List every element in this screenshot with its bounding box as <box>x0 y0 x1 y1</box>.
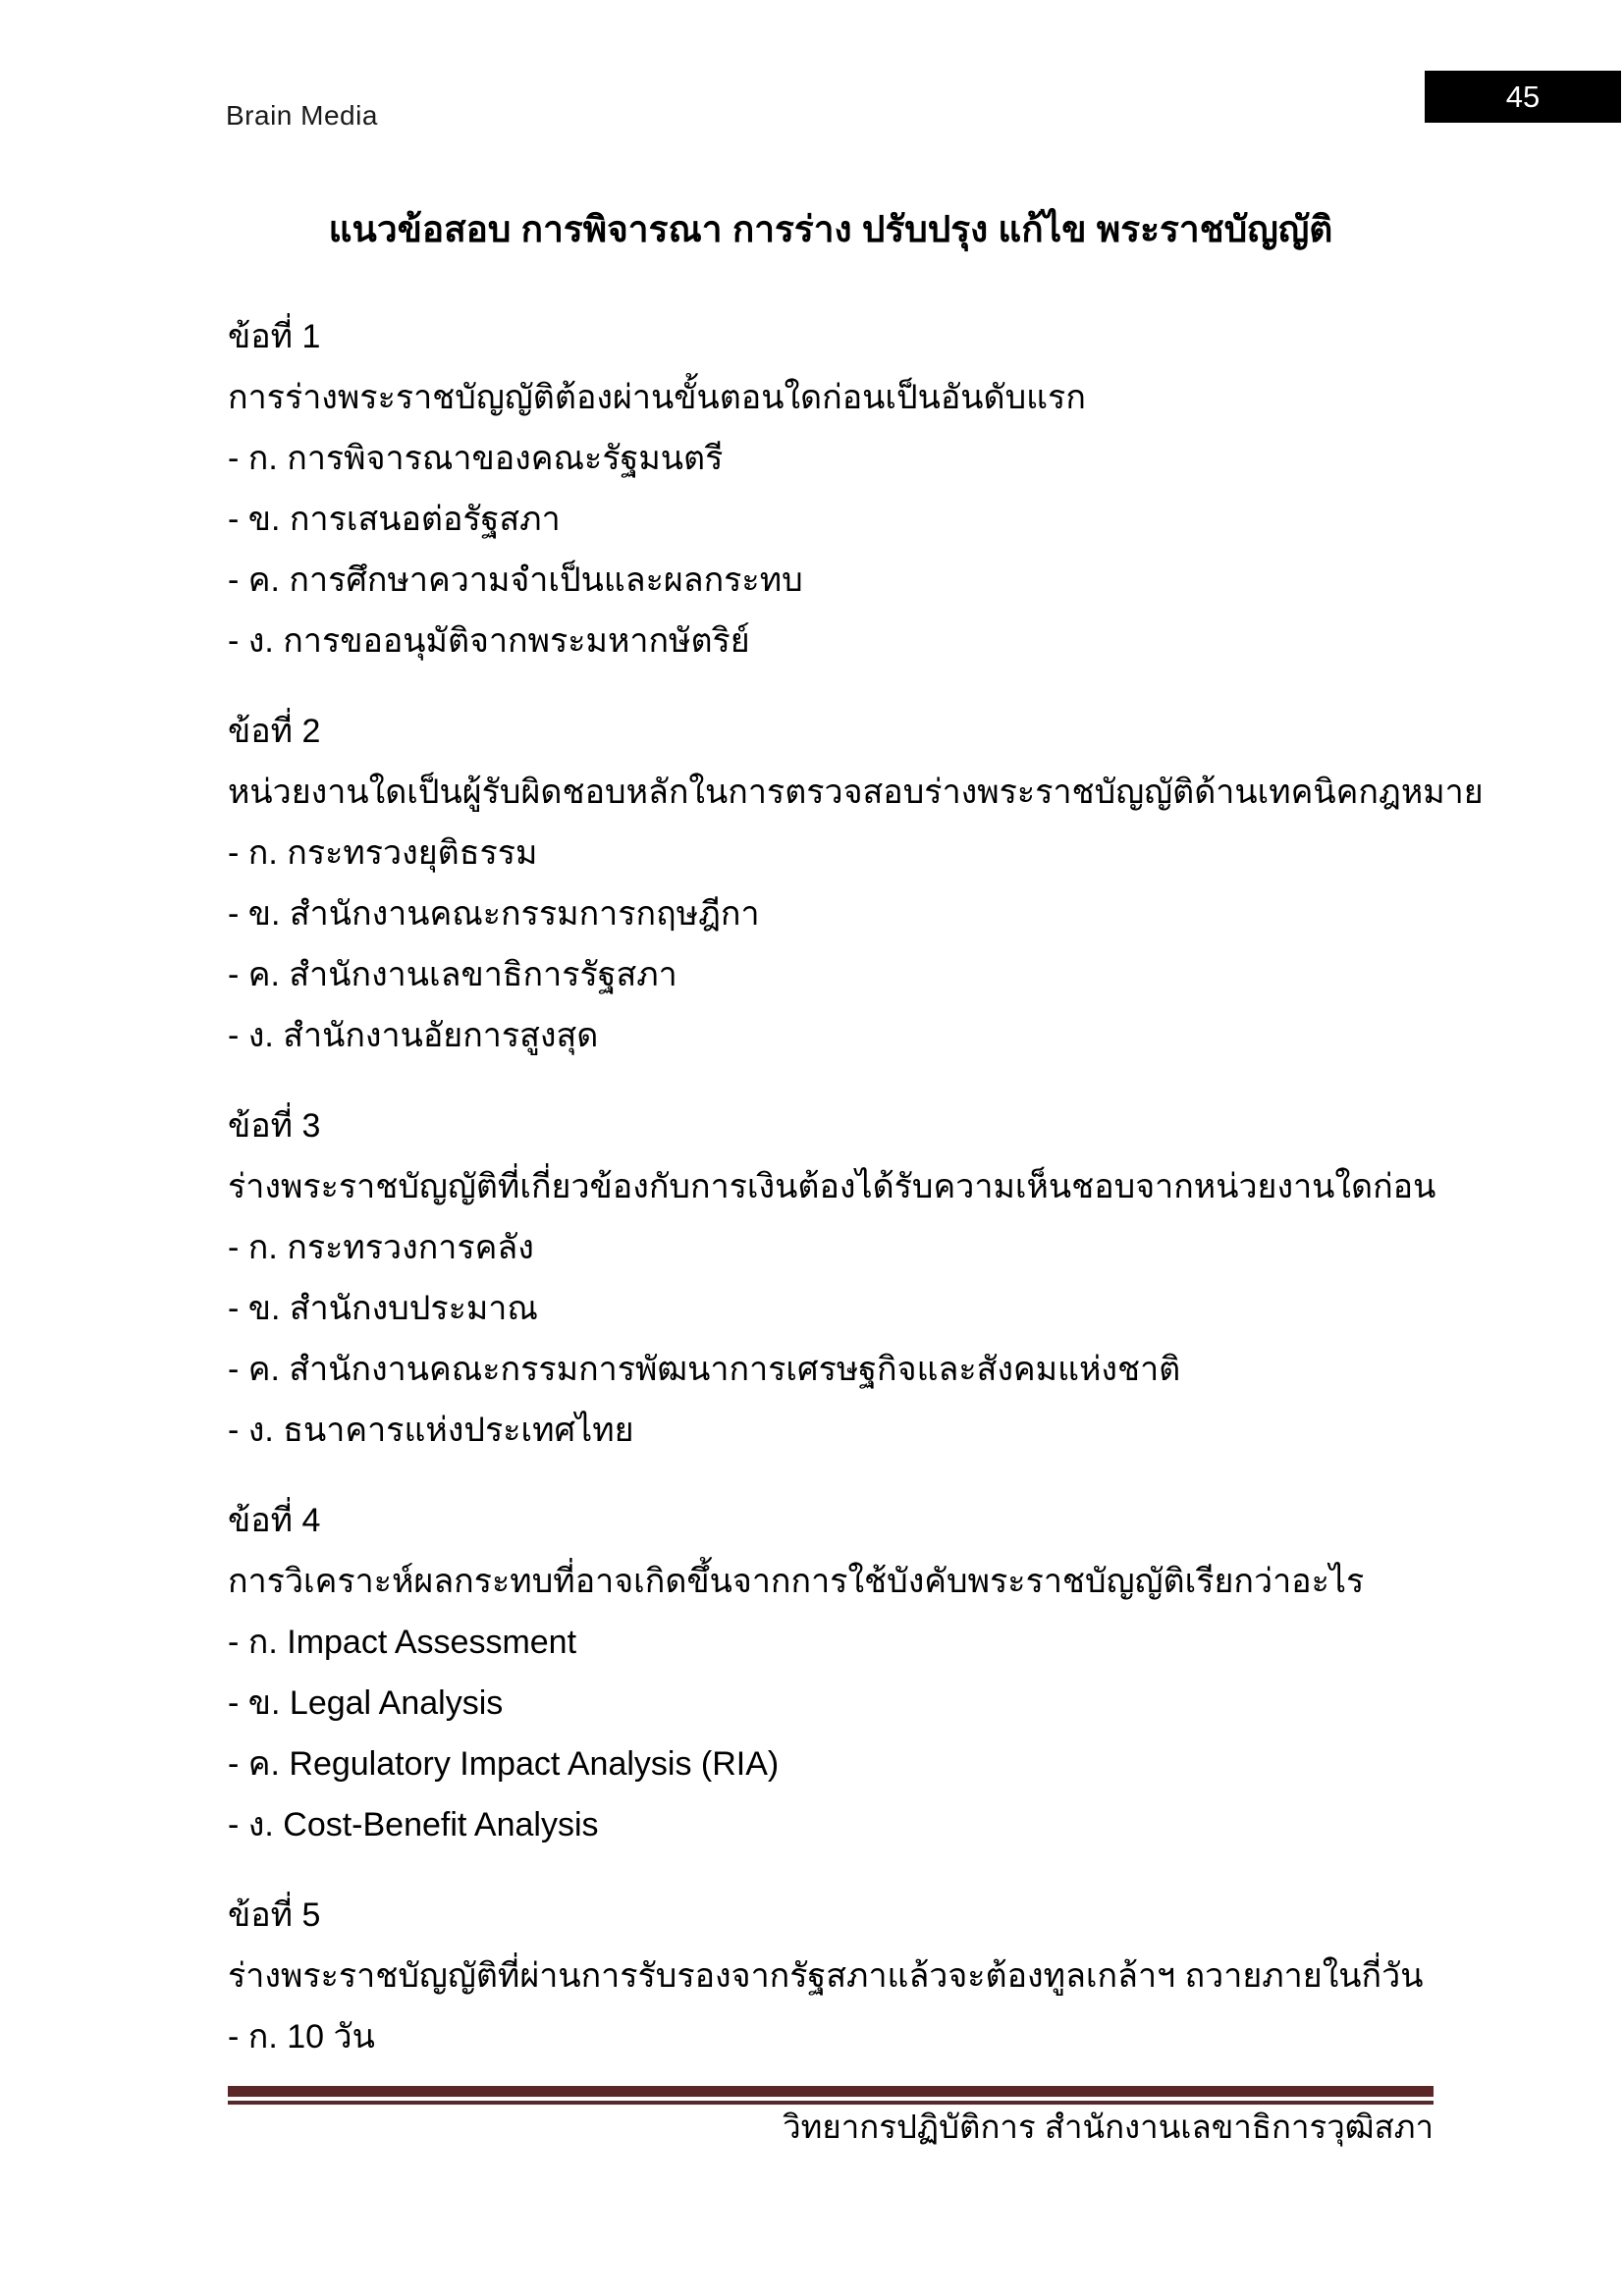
question-label: ข้อที่ 3 <box>228 1107 321 1145</box>
option-item: - ค. สำนักงานเลขาธิการรัฐสภา <box>228 956 677 993</box>
option-item: - ข. Legal Analysis <box>228 1684 504 1722</box>
option-item: - ง. Cost-Benefit Analysis <box>228 1806 599 1843</box>
question-label: ข้อที่ 2 <box>228 713 321 750</box>
question-text: การร่างพระราชบัญญัติต้องผ่านขั้นตอนใดก่อนเป็นอันดับแรก <box>228 379 1086 416</box>
question-block <box>228 1490 1434 1855</box>
option-item: - ก. กระทรวงยุติธรรม <box>228 834 538 872</box>
option-item: - ก. 10 วัน <box>228 2018 375 2056</box>
page-title: แนวข้อสอบ การพิจารณา การร่าง ปรับปรุง แก้ไข พระราชบัญญัติ <box>328 209 1333 249</box>
question-block <box>228 306 1434 671</box>
option-item: - ค. สำนักงานคณะกรรมการพัฒนาการเศรษฐกิจและสังคมแห่งชาติ <box>228 1351 1181 1388</box>
option-item: - ง. ธนาคารแห่งประเทศไทย <box>228 1412 634 1449</box>
option-item: - ค. การศึกษาความจำเป็นและผลกระทบ <box>228 561 803 599</box>
question-block <box>228 1095 1434 1461</box>
questions-list <box>228 306 1484 2097</box>
page-number-badge <box>1425 71 1621 123</box>
question-block <box>228 701 1484 1066</box>
option-item: - ข. สำนักงบประมาณ <box>228 1290 538 1327</box>
option-item: - ก. Impact Assessment <box>228 1624 577 1661</box>
option-item: - ข. สำนักงานคณะกรรมการกฤษฎีกา <box>228 895 760 933</box>
question-text: ร่างพระราชบัญญัติที่เกี่ยวข้องกับการเงินต้องได้รับความเห็นชอบจากหน่วยงานใดก่อน <box>228 1168 1436 1205</box>
brand-text: Brain Media <box>226 100 378 131</box>
option-item: - ค. Regulatory Impact Analysis (RIA) <box>228 1745 780 1783</box>
question-options <box>228 1612 1434 1855</box>
option-item: - ง. การขออนุมัติจากพระมหากษัตริย์ <box>228 622 750 660</box>
question-options <box>228 2006 1434 2067</box>
question-text: ร่างพระราชบัญญัติที่ผ่านการรับรองจากรัฐสภาแล้วจะต้องทูลเกล้าฯ ถวายภายในกี่วัน <box>228 1957 1424 1995</box>
question-options <box>228 823 1434 1066</box>
question-text: การวิเคราะห์ผลกระทบที่อาจเกิดขึ้นจากการใช้บังคับพระราชบัญญัติเรียกว่าอะไร <box>228 1563 1365 1600</box>
question-block <box>228 1885 1434 2067</box>
option-item: - ก. การพิจารณาของคณะรัฐมนตรี <box>228 440 724 477</box>
option-item: - ก. กระทรวงการคลัง <box>228 1229 534 1266</box>
page-number: 45 <box>1505 79 1541 114</box>
question-text: หน่วยงานใดเป็นผู้รับผิดชอบหลักในการตรวจสอบร่างพระราชบัญญัติด้านเทคนิคกฎหมาย <box>228 774 1484 811</box>
question-label: ข้อที่ 4 <box>228 1502 321 1539</box>
option-item: - ง. สำนักงานอัยการสูงสุด <box>228 1017 599 1054</box>
question-options <box>228 1217 1434 1461</box>
question-label: ข้อที่ 5 <box>228 1896 321 1934</box>
footer-text: วิทยากรปฏิบัติการ สำนักงานเลขาธิการวุฒิสภา <box>783 2109 1434 2145</box>
footer-divider-rule <box>228 2086 1434 2105</box>
question-label: ข้อที่ 1 <box>228 318 321 355</box>
option-item: - ข. การเสนอต่อรัฐสภา <box>228 501 561 538</box>
question-options <box>228 428 1434 671</box>
